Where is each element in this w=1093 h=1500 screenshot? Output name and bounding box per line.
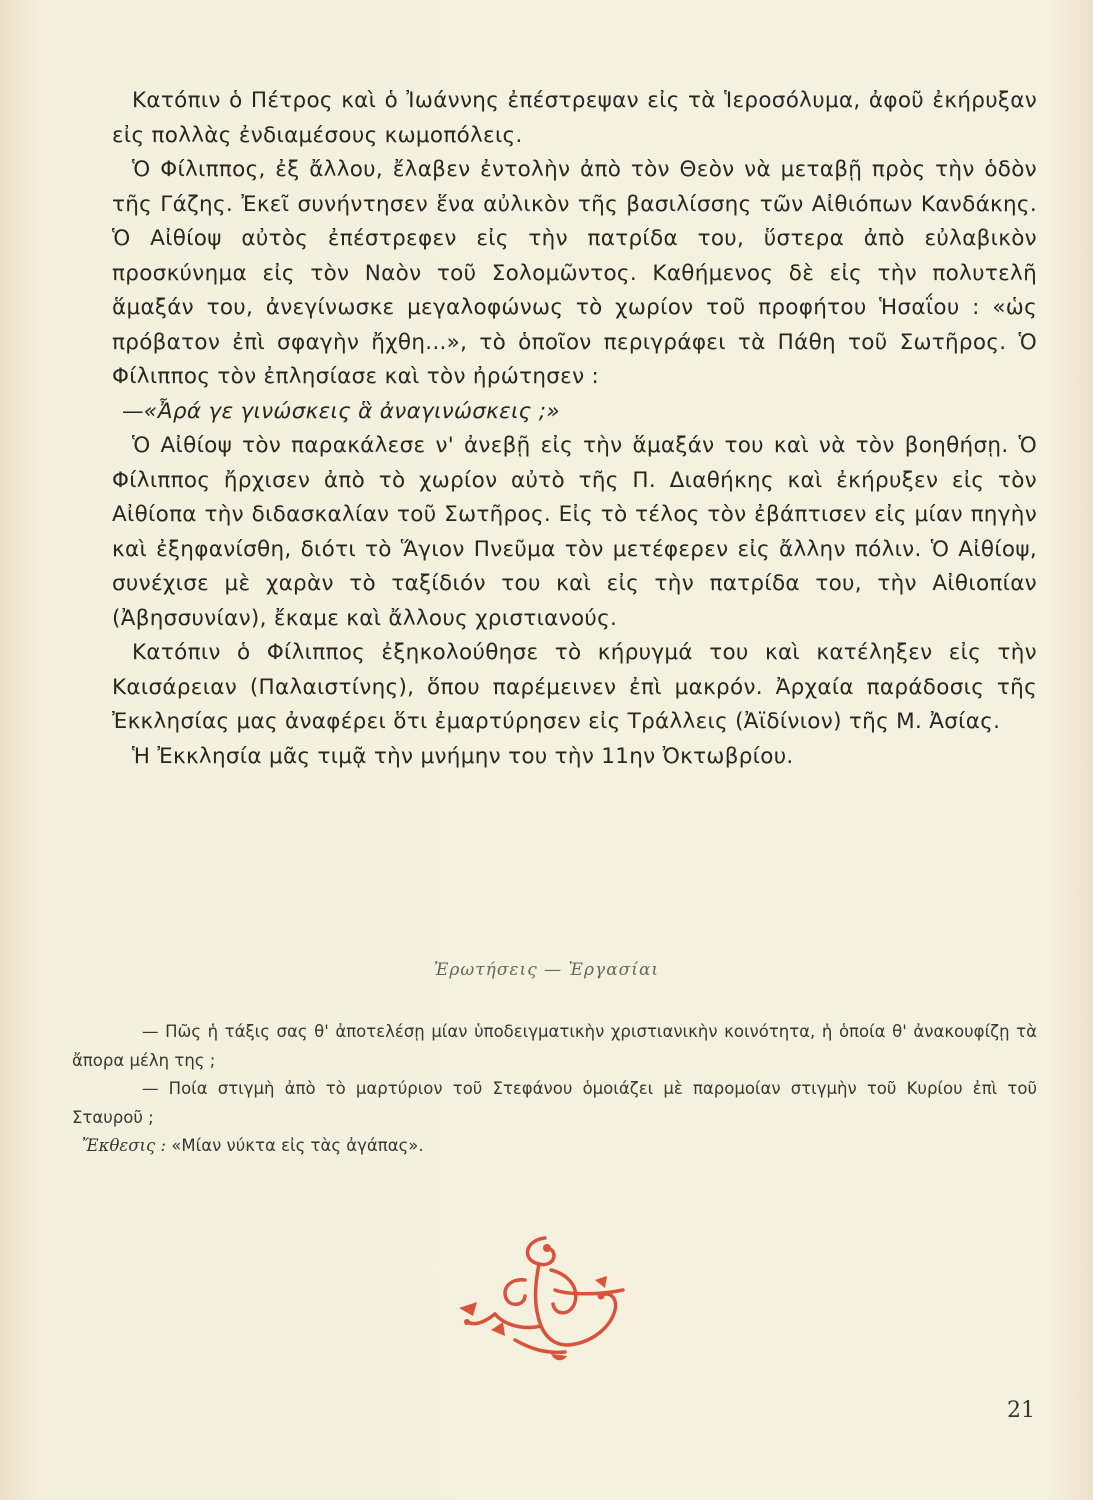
paragraph-2: Ὁ Φίλιππος, ἐξ ἄλλου, ἔλαβεν ἐντολὴν ἀπὸ τὸν Θεὸν νὰ μεταβῇ πρὸς τὴν ὁδὸν τῆς Γάζης. Ἐκεῖ συνήντησεν ἕνα αὐλικὸν τῆς βασιλίσσης τῶν Αἰθιόπων Κανδάκης. Ὁ Αἰθίοψ αὐτὸς ἐπέστρεφεν εἰς τὴν πατρίδα του, ὕστερα ἀπὸ εὐλαβικὸν προσκύνημα εἰς τὸν Ναὸν τοῦ Σολομῶντος. Καθήμενος δὲ εἰς τὴν πολυτελῆ ἅμαξάν του, ἀνεγίνωσκε μεγαλοφώνως τὸ χωρίον τοῦ προφήτου Ἡσαΐου : «ὡς πρόβατον ἐπὶ σφαγὴν ἤχθη...», τὸ ὁποῖον περιγράφει τὰ Πάθη τοῦ Σωτῆρος. Ὁ Φίλιππος τὸν ἐπλησίασε καὶ τὸν ἠρώτησεν : — [112, 157, 1037, 389]
main-text — [112, 84, 1037, 774]
paragraph-5: Ἡ Ἐκκλησία μᾶς τιμᾷ τὴν μνήμην του τὴν 11ην Ὀκτωβρίου. — [132, 743, 794, 769]
essay-label: Ἔκθεσις : — [82, 1136, 167, 1155]
quotation: —«Ἆρά γε γινώσκεις ἃ ἀναγινώσκεις ;» — [122, 398, 560, 424]
page-number: 21 — [1007, 1398, 1035, 1423]
paragraph-3: Ὁ Αἰθίοψ τὸν παρακάλεσε ν' ἀνεβῇ εἰς τὴν ἅμαξάν του καὶ νὰ τὸν βοηθήσῃ. Ὁ Φίλιππος ἤρχισεν ἀπὸ τὸ χωρίον αὐτὸ τῆς Π. Διαθήκης καὶ ἐκήρυξεν εἰς τὸν Αἰθίοπα τὴν διδασκαλίαν τοῦ Σωτῆρος. Εἰς τὸ τέλος τὸν ἐβάπτισεν εἰς μίαν πηγὴν καὶ ἐξηφανίσθη, διότι τὸ Ἅγιον Πνεῦμα τὸν μετέφερεν εἰς ἄλλην πόλιν. Ὁ Αἰθίοψ, συνέχισε μὲ χαρὰν τὸ ταξίδιόν του καὶ εἰς τὴν πατρίδα του, τὴν Αἰθιοπίαν (Ἀβησσυνίαν), ἔκαμε καὶ ἄλλους χριστιανούς. — [112, 433, 1037, 631]
section-title: Ἐρωτήσεις — Ἐργασίαι — [433, 960, 660, 980]
paragraph-4: Κατόπιν ὁ Φίλιππος ἐξηκολούθησε τὸ κήρυγμά του καὶ κατέληξεν εἰς τὴν Καισάρειαν (Παλαιστίνης), ὅπου παρέμεινεν ἐπὶ μακρόν. Ἀρχαία παράδοσις τῆς Ἐκκλησίας μας ἀναφέρει ὅτι ἐμαρτύρησεν εἰς Τράλλεις (Ἀϊδίνιον) τῆς Μ. Ἀσίας. — [112, 640, 1037, 734]
paragraph-1: Κατόπιν ὁ Πέτρος καὶ ὁ Ἰωάννης ἐπέστρεψαν εἰς τὰ Ἱεροσόλυμα, ἀφοῦ ἐκήρυξαν εἰς πολλὰς ἐνδιαμέσους κωμοπόλεις. — [112, 88, 1037, 148]
question-2: — Ποία στιγμὴ ἀπὸ τὸ μαρτύριον τοῦ Στεφάνου ὁμοιάζει μὲ παρομοίαν στιγμὴν τοῦ Κυρίου ἐπὶ τοῦ Σταυροῦ ; — [72, 1079, 1037, 1127]
floral-flourish-icon — [455, 1230, 635, 1370]
essay-assignment — [72, 1132, 1037, 1161]
question-1: — Πῶς ἡ τάξις σας θ' ἀποτελέσῃ μίαν ὑποδειγματικὴν χριστιανικὴν κοινότητα, ἡ ὁποία θ' ἀνακουφίζῃ τὰ ἄπορα μέλη της ; — [72, 1022, 1037, 1070]
questions-block — [72, 1018, 1037, 1161]
essay-text: «Μίαν νύκτα εἰς τὰς ἀγάπας». — [171, 1136, 424, 1155]
